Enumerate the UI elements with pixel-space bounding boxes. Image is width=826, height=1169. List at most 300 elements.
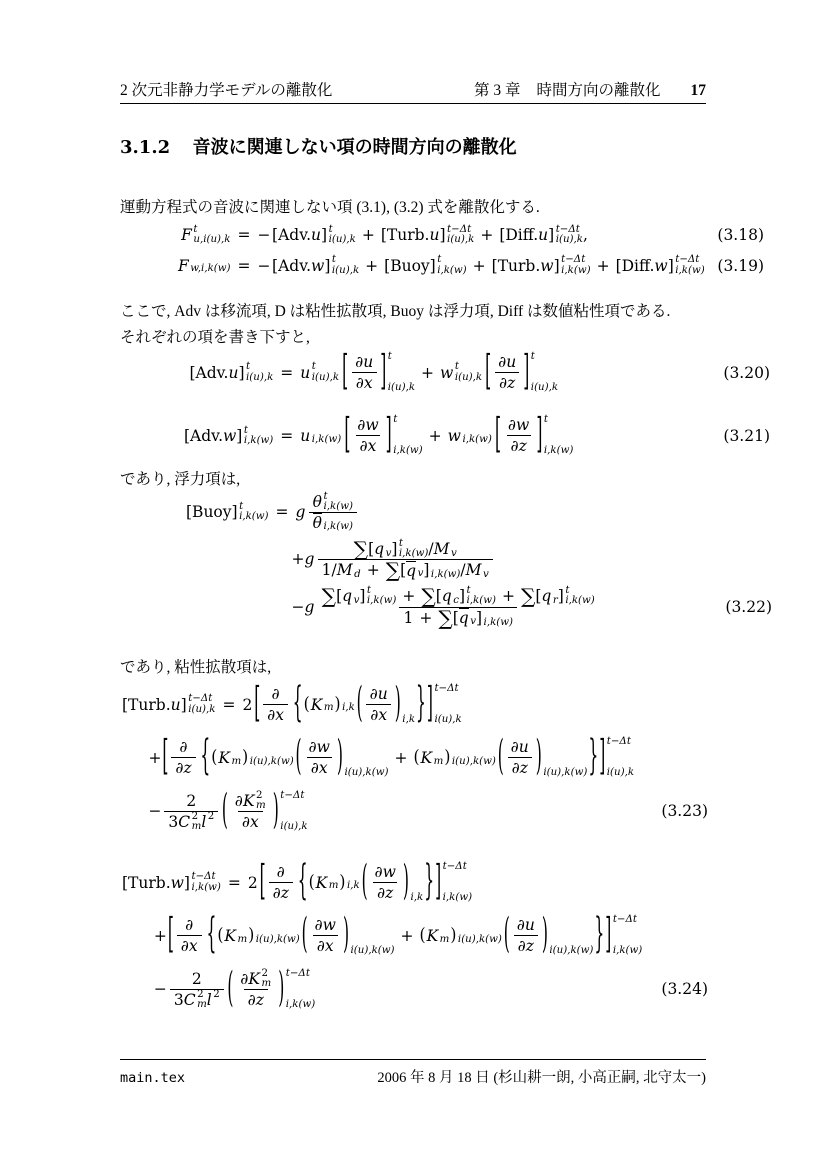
math-denominator bbox=[318, 559, 493, 580]
math-delimiter: [ bbox=[485, 346, 492, 395]
math-bracket-body bbox=[501, 415, 536, 456]
math-script-column bbox=[191, 872, 220, 892]
math-scripts bbox=[336, 586, 396, 606]
math-operator: + bbox=[480, 226, 494, 245]
math-script-column bbox=[440, 927, 450, 945]
math-denominator bbox=[514, 935, 538, 956]
math-base bbox=[167, 909, 612, 958]
math-subscript bbox=[188, 705, 215, 715]
math-var: m bbox=[433, 755, 444, 767]
math-var: t bbox=[387, 351, 392, 362]
math-base bbox=[178, 812, 190, 832]
math-delimiter: { bbox=[206, 909, 217, 958]
math-base bbox=[303, 693, 341, 715]
math-bracket-body bbox=[350, 415, 385, 456]
math-fraction bbox=[371, 862, 400, 903]
math-delimiter: } bbox=[416, 678, 426, 727]
math-scripts bbox=[448, 427, 492, 445]
math-text: 3 bbox=[173, 990, 184, 1009]
math-denominator bbox=[238, 811, 263, 832]
math-var: t bbox=[243, 424, 248, 436]
math-var: i(u),k bbox=[311, 371, 340, 383]
math-subscript bbox=[237, 935, 247, 945]
math-scripts bbox=[248, 969, 271, 989]
math-script-column bbox=[458, 927, 502, 945]
math-scripts bbox=[466, 560, 489, 580]
footer-filename: main.tex bbox=[120, 1070, 186, 1086]
math-scripts bbox=[303, 693, 355, 715]
math-var: K bbox=[248, 969, 260, 988]
math-fraction bbox=[318, 586, 599, 628]
math-text: ] bbox=[238, 363, 245, 382]
math-numerator bbox=[504, 415, 533, 435]
math-scripts bbox=[243, 791, 266, 811]
math-operator: + bbox=[400, 926, 414, 945]
math-scripts bbox=[184, 990, 207, 1010]
math-fraction bbox=[351, 352, 377, 393]
math-base bbox=[400, 560, 429, 580]
math-numerator bbox=[318, 584, 599, 609]
math-superscript bbox=[286, 969, 315, 979]
math-var: r bbox=[552, 595, 558, 607]
math-var: ∂ bbox=[179, 738, 188, 757]
math-var: i(u),k bbox=[530, 382, 559, 394]
math-var: i,k bbox=[342, 702, 355, 714]
math-fraction bbox=[263, 684, 288, 725]
math-numerator bbox=[513, 915, 539, 935]
equation-number: (3.24) bbox=[661, 980, 708, 999]
equation-number: (3.20) bbox=[723, 363, 770, 382]
math-var: i(u),k bbox=[331, 264, 360, 276]
section-number: 3.1.2 bbox=[120, 137, 171, 158]
math-script-column bbox=[193, 225, 230, 245]
math-bracket-body bbox=[260, 678, 427, 727]
math-script-column bbox=[280, 791, 307, 833]
math-var: m bbox=[197, 998, 207, 1010]
math-subscript bbox=[431, 570, 460, 580]
math-var: v bbox=[385, 547, 392, 559]
math-var: w bbox=[311, 256, 325, 275]
math-operator: + bbox=[472, 256, 486, 275]
math-var: i(u),k bbox=[280, 820, 308, 832]
math-script-column bbox=[324, 492, 353, 512]
math-text: [ bbox=[400, 560, 407, 579]
math-var: i,k(w) bbox=[612, 945, 643, 957]
math-base bbox=[217, 924, 255, 946]
math-text: − bbox=[291, 597, 305, 616]
math-overline bbox=[459, 608, 469, 627]
math-var: ∂z bbox=[377, 884, 394, 903]
math-text: [ bbox=[535, 587, 542, 606]
math-delimiter: ] bbox=[385, 409, 392, 458]
math-var: t bbox=[331, 254, 336, 266]
math-text: [ bbox=[368, 539, 375, 558]
math-superscript bbox=[544, 415, 573, 425]
math-fraction bbox=[170, 969, 224, 1011]
math-scripts bbox=[494, 409, 574, 458]
math-script-column bbox=[410, 862, 423, 903]
math-bracket-group bbox=[344, 409, 392, 458]
math-bracket-group bbox=[494, 409, 543, 458]
math-scripts bbox=[427, 927, 450, 945]
math-var: i(u),k bbox=[434, 714, 462, 726]
math-script-column bbox=[344, 737, 388, 778]
math-script-column bbox=[324, 696, 334, 714]
math-scripts bbox=[184, 426, 273, 446]
math-text: 2 bbox=[186, 791, 197, 810]
equation-number: (3.19) bbox=[717, 256, 764, 275]
math-superscript bbox=[213, 990, 220, 1000]
math-bracket-body bbox=[310, 696, 335, 714]
math-subscript bbox=[434, 715, 461, 725]
math-operator: + bbox=[394, 748, 408, 767]
equation-number: (3.22) bbox=[725, 597, 772, 616]
math-bracket-group bbox=[162, 731, 606, 780]
math-bracket-body bbox=[510, 915, 542, 956]
math-script-column bbox=[561, 255, 590, 275]
math-var: ∂u bbox=[355, 353, 374, 371]
math-superscript bbox=[388, 352, 415, 362]
math-subscript bbox=[312, 435, 341, 445]
math-var: θ bbox=[312, 493, 323, 512]
math-numerator bbox=[305, 737, 334, 757]
math-base bbox=[311, 696, 323, 714]
math-var: u bbox=[228, 363, 239, 382]
math-delimiter: [ bbox=[254, 678, 261, 727]
header-right-group bbox=[474, 78, 706, 100]
math-delimiter: ( bbox=[295, 731, 302, 780]
sum-icon: ∑ bbox=[385, 557, 401, 582]
math-scripts bbox=[313, 492, 353, 512]
math-subscript bbox=[451, 549, 457, 559]
math-delimiter: [ bbox=[494, 409, 502, 458]
math-operator: + bbox=[419, 608, 433, 627]
math-var: q bbox=[374, 539, 385, 558]
math-bracket-body bbox=[302, 737, 337, 778]
math-var: ∂x bbox=[355, 374, 373, 393]
math-text: 1/ bbox=[321, 560, 337, 579]
math-var: i(u),k(w) bbox=[350, 945, 395, 957]
math-var: u bbox=[300, 426, 311, 445]
math-delimiter: [ bbox=[342, 346, 349, 395]
math-delimiter: } bbox=[424, 856, 435, 905]
math-scripts bbox=[167, 909, 643, 958]
math-bracket-group bbox=[356, 678, 401, 727]
math-base bbox=[178, 257, 189, 275]
math-base bbox=[485, 346, 530, 395]
math-var: t−Δt bbox=[675, 254, 700, 266]
math-var: t bbox=[393, 414, 398, 426]
math-var: F bbox=[178, 256, 189, 275]
math-operator: + bbox=[402, 587, 416, 606]
math-delimiter: ( bbox=[413, 746, 420, 768]
math-scripts bbox=[368, 539, 428, 559]
math-script-column bbox=[607, 737, 634, 778]
math-var: ∂z bbox=[175, 759, 192, 778]
math-scripts bbox=[384, 255, 467, 275]
math-delimiter: ] bbox=[435, 856, 442, 905]
math-script-column bbox=[613, 915, 642, 956]
math-var: ∂u bbox=[510, 738, 529, 757]
header-rule bbox=[120, 103, 706, 104]
math-delimiter: } bbox=[588, 731, 599, 780]
math-base bbox=[541, 586, 551, 606]
math-scripts bbox=[316, 874, 339, 892]
math-text: ] bbox=[667, 256, 674, 275]
math-scripts bbox=[541, 586, 557, 606]
math-scripts bbox=[497, 731, 588, 780]
math-var: i(u),k(w) bbox=[255, 933, 300, 945]
math-var: m bbox=[191, 820, 202, 832]
math-subscript bbox=[543, 768, 587, 778]
math-operator: + bbox=[421, 363, 435, 382]
math-bracket-body bbox=[426, 927, 451, 945]
math-var: t bbox=[328, 224, 333, 235]
math-var: t bbox=[323, 491, 328, 502]
math-fraction bbox=[305, 737, 334, 778]
math-numerator bbox=[273, 862, 289, 882]
header-left-title: 2 次元非静力学モデルの離散化 bbox=[120, 82, 333, 99]
equation-number: (3.18) bbox=[717, 226, 764, 245]
math-text: 2 bbox=[197, 988, 204, 1000]
math-var: i,k(w) bbox=[565, 595, 595, 607]
math-var: t−Δt bbox=[612, 914, 637, 926]
math-denominator bbox=[495, 372, 519, 393]
math-base bbox=[224, 927, 236, 945]
math-var: ∂w bbox=[508, 416, 530, 435]
math-var: C bbox=[183, 990, 196, 1009]
math-base bbox=[342, 586, 352, 606]
math-bracket-body bbox=[266, 856, 435, 905]
paragraph-diffusion: であり, 粘性拡散項は, bbox=[120, 659, 272, 676]
math-subscript bbox=[531, 383, 558, 393]
math-superscript bbox=[393, 415, 422, 425]
math-text: [Turb. bbox=[491, 256, 541, 275]
math-subscript bbox=[437, 266, 466, 276]
math-var: t bbox=[246, 361, 251, 373]
math-numerator bbox=[182, 791, 200, 811]
math-delimiter: } bbox=[594, 909, 605, 958]
math-var: ∂ bbox=[185, 916, 194, 935]
math-fraction bbox=[311, 915, 340, 956]
math-scripts bbox=[272, 255, 359, 275]
math-text: ] bbox=[548, 226, 555, 245]
math-delimiter: ) bbox=[541, 909, 548, 958]
math-scripts bbox=[178, 257, 230, 275]
math-var: i,k bbox=[346, 880, 360, 892]
math-var: M bbox=[336, 560, 353, 579]
math-var: i,k(w) bbox=[466, 595, 496, 607]
math-base bbox=[448, 427, 461, 445]
math-script-column bbox=[312, 362, 339, 382]
math-scripts bbox=[499, 225, 583, 245]
math-superscript bbox=[607, 737, 634, 747]
math-var: ∂w bbox=[357, 416, 379, 435]
math-text: 2 bbox=[207, 810, 215, 822]
math-text: 2 bbox=[191, 810, 199, 822]
math-bracket-group bbox=[308, 871, 346, 893]
math-subscript bbox=[286, 1000, 315, 1010]
math-script-column bbox=[452, 749, 496, 767]
math-subscript bbox=[191, 883, 220, 893]
math-text: [Turb. bbox=[122, 695, 171, 714]
math-subscript bbox=[324, 502, 353, 512]
math-base bbox=[316, 874, 328, 892]
math-var: m bbox=[231, 755, 242, 767]
math-delimiter: [ bbox=[162, 731, 169, 780]
math-var: t−Δt bbox=[555, 224, 580, 235]
paragraph-intro: 運動方程式の音波に関連しない項 (3.1), (3.2) 式を離散化する. bbox=[120, 199, 540, 216]
math-text: 2 bbox=[242, 695, 253, 714]
math-base bbox=[616, 255, 674, 275]
math-subscript bbox=[544, 446, 573, 456]
math-script-column bbox=[256, 927, 300, 945]
math-scripts bbox=[189, 362, 273, 382]
math-script-column bbox=[467, 586, 496, 606]
math-var: ∂w bbox=[314, 916, 336, 935]
math-var: M bbox=[465, 560, 482, 579]
equation-rhs bbox=[257, 255, 704, 275]
math-var: i,k bbox=[402, 714, 416, 726]
sum-icon: ∑ bbox=[438, 605, 453, 630]
math-bracket-body bbox=[210, 731, 588, 780]
math-delimiter: ) bbox=[394, 678, 401, 727]
math-scripts bbox=[440, 362, 482, 382]
math-var: u bbox=[311, 226, 322, 245]
math-base bbox=[421, 749, 433, 767]
math-delimiter: [ bbox=[167, 909, 174, 958]
math-var: v bbox=[417, 568, 424, 580]
math-subscript bbox=[549, 946, 593, 956]
math-delimiter: ( bbox=[303, 693, 310, 715]
math-scripts bbox=[186, 502, 269, 522]
math-script-column bbox=[455, 362, 482, 382]
math-script-column bbox=[332, 255, 359, 275]
math-var: u bbox=[538, 226, 549, 245]
math-var: i,k(w) bbox=[437, 264, 467, 276]
math-scripts bbox=[419, 924, 502, 946]
equation-rhs bbox=[300, 346, 559, 395]
math-script-column bbox=[402, 684, 415, 725]
math-bracket-body bbox=[303, 678, 416, 727]
math-base bbox=[494, 409, 543, 458]
math-text: ] bbox=[423, 560, 430, 579]
math-bracket-body bbox=[315, 874, 340, 892]
math-scripts bbox=[227, 963, 316, 1012]
math-var: ∂z bbox=[510, 437, 527, 456]
math-subscript bbox=[607, 768, 634, 778]
math-delimiter: ( bbox=[221, 785, 228, 834]
math-denominator bbox=[508, 757, 532, 778]
math-text: − bbox=[148, 802, 162, 821]
equation-rhs bbox=[153, 909, 643, 958]
math-scripts bbox=[400, 560, 460, 580]
math-subscript bbox=[452, 757, 496, 767]
math-var: t−Δt bbox=[188, 693, 213, 705]
math-text: [Buoy] bbox=[186, 503, 238, 522]
math-base bbox=[301, 909, 350, 958]
math-var: c bbox=[453, 595, 459, 607]
math-var: i(u),k bbox=[555, 234, 583, 246]
math-var: i(u),k(w) bbox=[344, 767, 389, 779]
math-var: i,k bbox=[410, 892, 424, 904]
math-bracket-body bbox=[233, 969, 278, 1011]
math-var: i(u),k bbox=[387, 382, 416, 394]
math-denominator bbox=[507, 435, 531, 456]
math-var: w bbox=[223, 426, 237, 445]
math-var: i(u),k bbox=[246, 371, 274, 383]
math-delimiter: ) bbox=[402, 856, 409, 905]
math-var: i,k(w) bbox=[483, 616, 513, 628]
math-subscript bbox=[192, 822, 202, 832]
math-var: q bbox=[406, 561, 417, 580]
math-base bbox=[368, 539, 397, 559]
math-script-column bbox=[556, 225, 583, 245]
sum-icon: ∑ bbox=[421, 584, 436, 609]
math-bracket-group bbox=[342, 346, 387, 395]
math-bracket-group bbox=[167, 909, 612, 958]
math-numerator bbox=[236, 969, 275, 989]
math-var: t−Δt bbox=[561, 254, 586, 266]
math-scripts bbox=[122, 694, 215, 714]
math-base bbox=[374, 539, 384, 559]
math-var: i,k(w) bbox=[191, 881, 221, 893]
math-script-column bbox=[237, 927, 247, 945]
math-numerator bbox=[371, 862, 400, 882]
math-fraction bbox=[177, 915, 202, 956]
math-bracket-group bbox=[361, 856, 409, 905]
math-scripts bbox=[361, 856, 424, 905]
math-text: [ bbox=[452, 608, 459, 627]
math-subscript bbox=[231, 757, 241, 767]
math-delimiter: ) bbox=[342, 909, 350, 958]
math-var: t bbox=[366, 585, 372, 597]
math-delimiter: { bbox=[200, 731, 211, 780]
math-var: ∂z bbox=[499, 374, 516, 393]
math-fraction bbox=[507, 737, 533, 778]
math-text: 1 bbox=[403, 608, 414, 627]
math-text: [Adv. bbox=[189, 363, 229, 382]
math-delimiter: ( bbox=[497, 731, 504, 780]
math-text: − bbox=[257, 256, 271, 275]
math-base bbox=[466, 560, 482, 580]
math-scripts bbox=[211, 746, 294, 768]
math-delimiter: ) bbox=[535, 731, 542, 780]
math-script-column bbox=[675, 255, 704, 275]
header-page-number: 17 bbox=[690, 82, 706, 99]
math-base bbox=[503, 909, 548, 958]
math-delimiter: ( bbox=[356, 678, 363, 727]
equation-relation: = bbox=[280, 363, 294, 382]
equation-lhs bbox=[189, 362, 273, 382]
math-scripts bbox=[300, 427, 341, 445]
math-var: m bbox=[256, 799, 266, 811]
equation-rhs bbox=[257, 225, 587, 245]
math-var: i(u),k bbox=[188, 703, 216, 715]
math-script-column bbox=[208, 812, 215, 832]
math-bracket-body bbox=[363, 684, 395, 725]
math-base bbox=[442, 586, 452, 606]
math-text: ] bbox=[439, 226, 446, 245]
math-base bbox=[535, 586, 563, 606]
math-script-column bbox=[244, 426, 273, 446]
math-var: i(u),k(w) bbox=[543, 767, 588, 779]
math-script-column bbox=[388, 352, 415, 393]
equation-relation: = bbox=[222, 695, 236, 714]
math-base bbox=[184, 990, 196, 1010]
math-fraction bbox=[231, 791, 270, 833]
math-scripts bbox=[221, 785, 308, 834]
